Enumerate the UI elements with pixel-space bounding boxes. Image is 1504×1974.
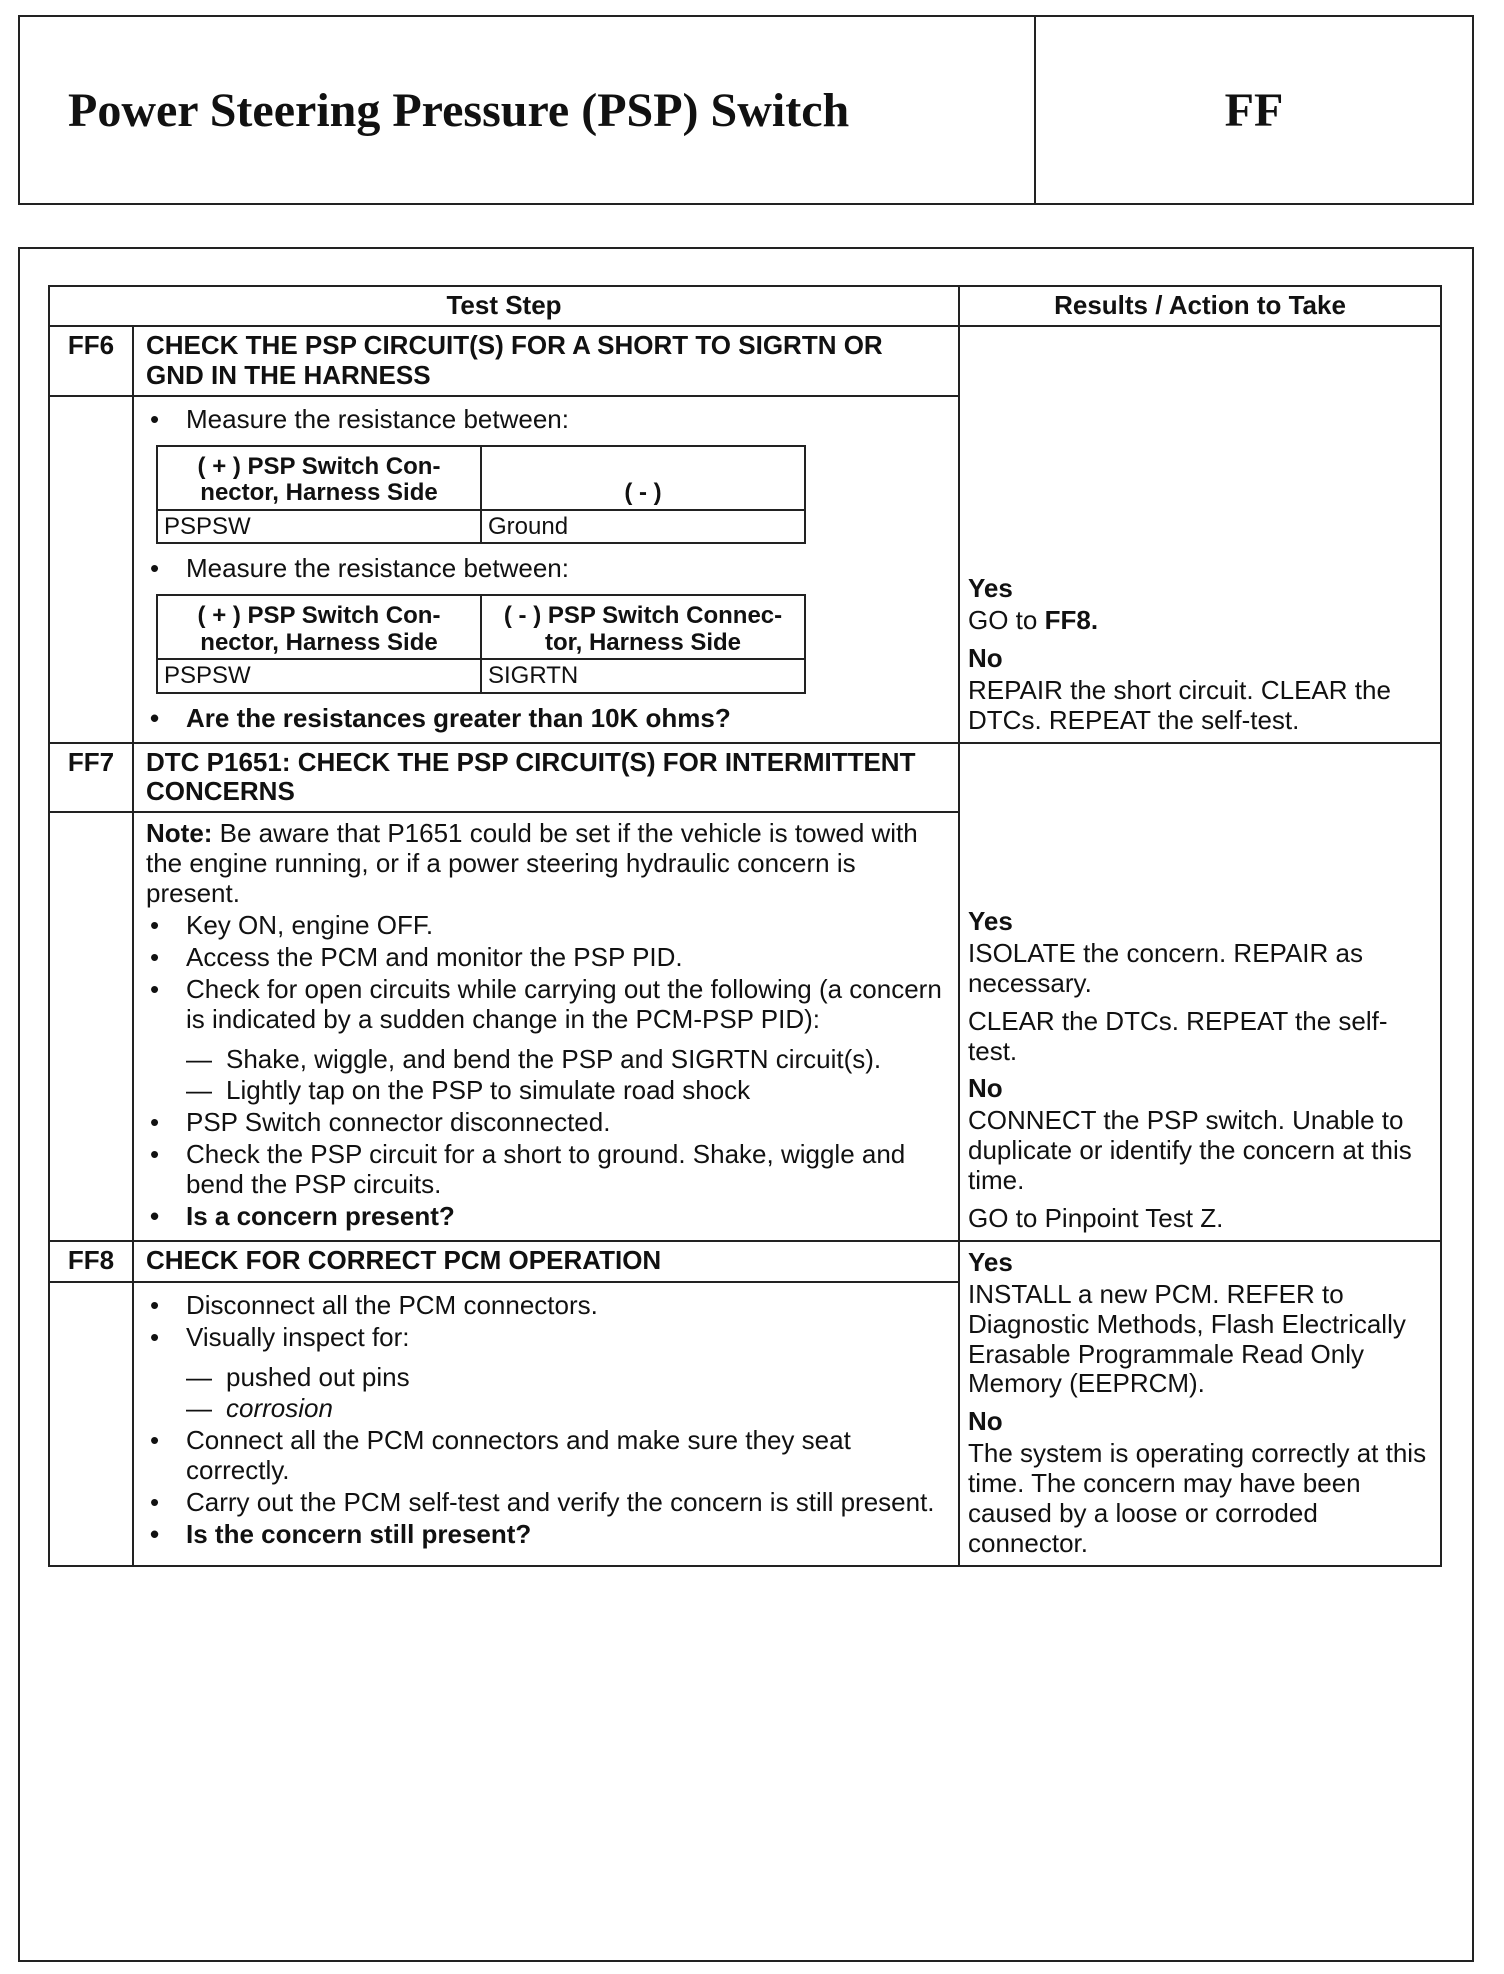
ff6-measure-table-2 [156,594,806,694]
ff6-measure-table-1 [156,445,806,545]
ff8-step-id: FF8 [49,1241,133,1282]
ff7-results [959,743,1441,1241]
bullet-glyph: • [150,702,160,733]
ff6-body [133,396,959,743]
ff8-yes-action: INSTALL a new PCM. REFER to Diagnostic Methods, Flash Electrically Erasable Programmale Read Only Memory (EEPRCM). [968,1278,1406,1399]
table-header-row [49,286,1441,326]
ff7-title-row [49,743,1441,813]
test-step-header: Test Step [49,286,959,326]
ff6-yes-prefix: GO to [968,604,1045,635]
ff7-no-label: No [968,1073,1003,1104]
dash-text: Shake, wiggle, and bend the PSP and SIGRTN circuit(s). [226,1043,882,1074]
dash-text: pushed out pins [226,1361,410,1392]
dash-text: Lightly tap on the PSP to simulate road shock [226,1075,751,1106]
table2-col2-header: ( - ) PSP Switch Connec-tor, Harness Side [481,595,805,659]
dash-glyph: — [186,1393,212,1424]
ff8-dash-2 [186,1394,946,1424]
ff8-no-action: The system is operating correctly at this time. The concern may have been caused by a loose or corroded connector. [968,1438,1427,1558]
dash-text: corrosion [226,1393,333,1424]
ff6-bullet-1 [146,405,946,435]
ff7-bullet-4 [146,1108,946,1138]
bullet-glyph: • [150,941,160,972]
bullet-glyph: • [150,1425,160,1456]
ff6-bullet-2 [146,554,946,584]
bullet-glyph: • [150,1289,160,1320]
bullet-text: Connect all the PCM connectors and make sure they seat correctly. [186,1425,851,1486]
table1-col1-header: ( + ) PSP Switch Con-nector, Harness Side [157,446,481,510]
ff8-bullet-3 [146,1426,946,1486]
bullet-text: Are the resistances greater than 10K ohms? [186,702,731,733]
table1-cell-2: Ground [481,510,805,544]
ff6-title-row [49,326,1441,396]
dash-glyph: — [186,1043,212,1074]
page-title: Power Steering Pressure (PSP) Switch [20,17,1036,203]
ff8-results [959,1241,1441,1566]
bullet-glyph: • [150,1201,160,1231]
ff8-question [146,1520,946,1550]
ff6-yes-target: FF8. [1044,604,1099,635]
ff7-step-title: DTC P1651: CHECK THE PSP CIRCUIT(S) FOR INTERMITTENT CONCERNS [133,743,959,813]
bullet-text: Is a concern present? [186,1201,455,1231]
ff7-body [133,812,959,1241]
ff7-yes-action-1: ISOLATE the concern. REPAIR as necessary. [968,937,1363,998]
results-header: Results / Action to Take [959,286,1441,326]
ff8-body [133,1282,959,1566]
note-label: Note: [146,818,213,849]
ff7-no-action-1: CONNECT the PSP switch. Unable to duplicate or identify the concern at this time. [968,1105,1412,1196]
ff7-id-spacer [49,812,133,1241]
ff8-title-row [49,1241,1441,1282]
ff7-bullet-5 [146,1140,946,1200]
bullet-text: Measure the resistance between: [186,553,569,584]
ff6-step-id: FF6 [49,326,133,396]
ff8-bullet-1 [146,1291,946,1321]
bullet-glyph: • [150,1107,160,1138]
ff7-bullet-1 [146,911,946,941]
bullet-text: Key ON, engine OFF. [186,909,434,940]
table2-col1-header: ( + ) PSP Switch Con-nector, Harness Side [157,595,481,659]
header-box [18,15,1474,205]
bullet-text: Check the PSP circuit for a short to ground. Shake, wiggle and bend the PSP circuits. [186,1139,906,1200]
ff8-id-spacer [49,1282,133,1566]
bullet-text: Carry out the PCM self-test and verify the concern is still present. [186,1487,935,1518]
ff7-note [146,819,946,909]
dash-glyph: — [186,1361,212,1392]
bullet-glyph: • [150,909,160,940]
ff8-bullet-4 [146,1488,946,1518]
ff8-bullet-2 [146,1323,946,1353]
dash-glyph: — [186,1075,212,1106]
bullet-glyph: • [150,553,160,584]
ff6-step-title: CHECK THE PSP CIRCUIT(S) FOR A SHORT TO SIGRTN OR GND IN THE HARNESS [133,326,959,396]
bullet-text: Disconnect all the PCM connectors. [186,1289,598,1320]
ff7-question [146,1202,946,1232]
ff8-no-label: No [968,1406,1003,1437]
bullet-text: Is the concern still present? [186,1519,532,1549]
ff6-yes-label: Yes [968,573,1013,604]
bullet-glyph: • [150,1487,160,1518]
bullet-glyph: • [150,973,160,1004]
ff8-step-title: CHECK FOR CORRECT PCM OPERATION [133,1241,959,1282]
bullet-text: Access the PCM and monitor the PSP PID. [186,941,683,972]
ff7-dash-1 [186,1045,946,1075]
test-table [48,285,1442,1567]
bullet-glyph: • [150,1139,160,1170]
ff7-bullet-2 [146,943,946,973]
ff7-yes-label: Yes [968,905,1013,936]
ff7-no-action-2: GO to Pinpoint Test Z. [968,1203,1224,1233]
table2-cell-1: PSPSW [157,659,481,693]
ff7-yes-action-2: CLEAR the DTCs. REPEAT the self-test. [968,1005,1388,1066]
ff6-id-spacer [49,396,133,743]
table1-col2-header: ( - ) [481,446,805,510]
ff6-results [959,326,1441,743]
ff7-step-id: FF7 [49,743,133,813]
bullet-text: Visually inspect for: [186,1321,410,1352]
bullet-text: Measure the resistance between: [186,403,569,434]
ff6-no-action: REPAIR the short circuit. CLEAR the DTCs. REPEAT the self-test. [968,674,1391,735]
ff8-yes-label: Yes [968,1246,1013,1277]
bullet-glyph: • [150,1321,160,1352]
bullet-glyph: • [150,403,160,434]
bullet-text: PSP Switch connector disconnected. [186,1107,611,1138]
note-text: Be aware that P1651 could be set if the vehicle is towed with the engine running, or if a power steering hydraulic concern is present. [146,818,918,909]
table2-cell-2: SIGRTN [481,659,805,693]
bullet-text: Check for open circuits while carrying out the following (a concern is indicated by a sudden change in the PCM-PSP PID): [186,973,942,1034]
bullet-glyph: • [150,1519,160,1549]
section-code: FF [1224,83,1284,137]
ff7-dash-2 [186,1076,946,1106]
ff7-bullet-3 [146,975,946,1035]
ff8-dash-1 [186,1363,946,1393]
ff6-no-label: No [968,642,1003,673]
ff6-yes-action [968,606,1432,636]
table1-cell-1: PSPSW [157,510,481,544]
ff6-question [146,704,946,734]
